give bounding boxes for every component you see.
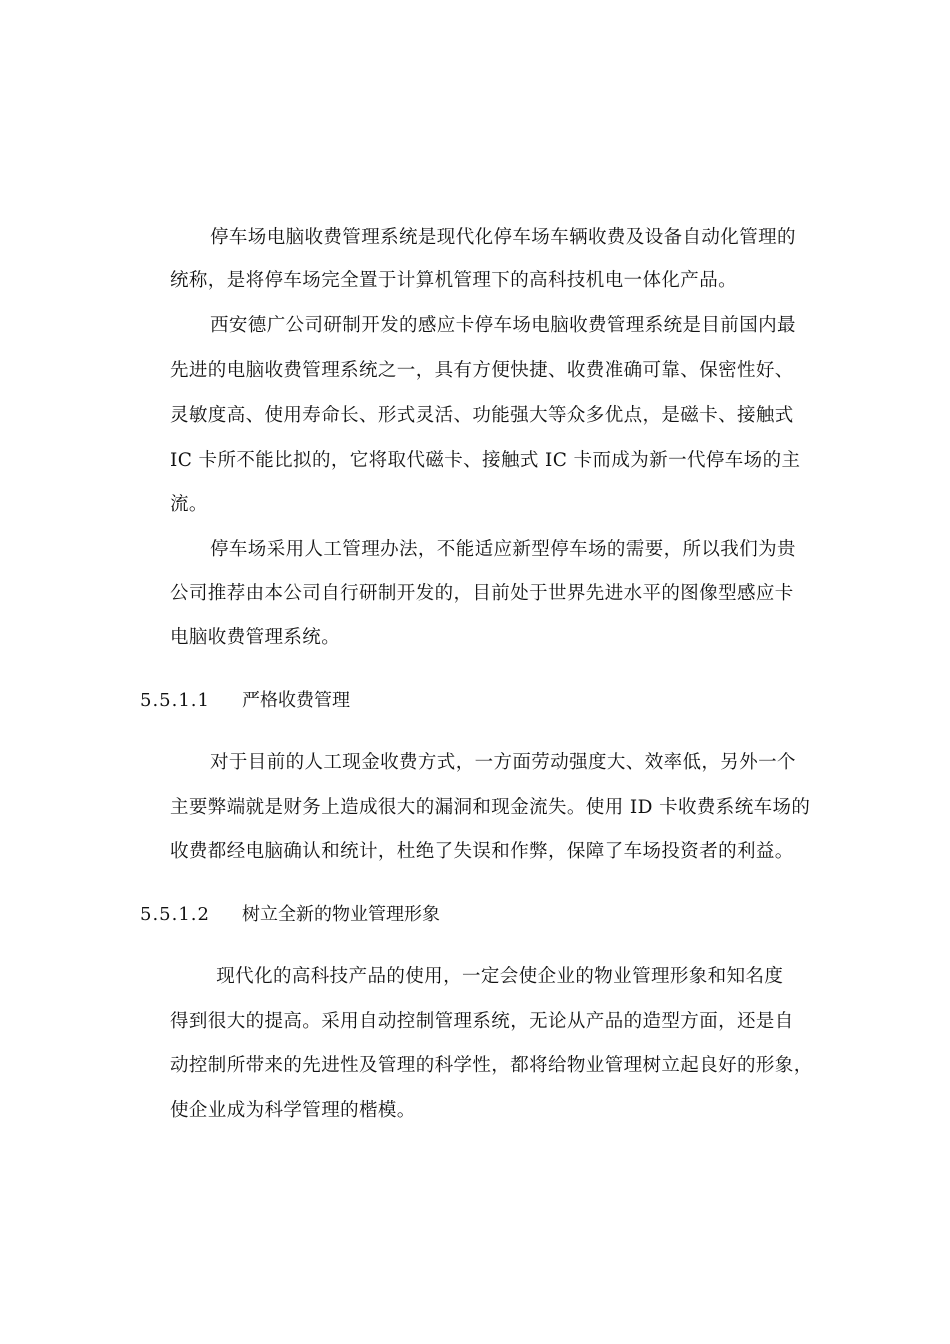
paragraph-line: 电脑收费管理系统。: [170, 627, 341, 648]
paragraph-line: 流。: [170, 494, 208, 515]
paragraph-line: 先进的电脑收费管理系统之一，具有方便快捷、收费准确可靠、保密性好、: [170, 360, 794, 381]
section-number: 5.5.1.2: [140, 904, 210, 925]
paragraph-line: 主要弊端就是财务上造成很大的漏洞和现金流失。使用 ID 卡收费系统车场的: [170, 797, 811, 818]
section-heading: [140, 687, 350, 715]
paragraph-line: 动控制所带来的先进性及管理的科学性，都将给物业管理树立起良好的形象，: [170, 1055, 813, 1076]
paragraph-line: 灵敏度高、使用寿命长、形式灵活、功能强大等众多优点，是磁卡、接触式: [170, 405, 794, 426]
paragraph-line: 收费都经电脑确认和统计，杜绝了失误和作弊，保障了车场投资者的利益。: [170, 841, 794, 862]
paragraph-line: 统称，是将停车场完全置于计算机管理下的高科技机电一体化产品。: [170, 270, 738, 291]
paragraph-line: 得到很大的提高。采用自动控制管理系统，无论从产品的造型方面，还是自: [170, 1011, 794, 1032]
paragraph-line: 使企业成为科学管理的楷模。: [170, 1100, 416, 1121]
section-number: 5.5.1.1: [140, 690, 210, 711]
paragraph-line: 对于目前的人工现金收费方式，一方面劳动强度大、效率低，另外一个: [210, 752, 796, 773]
paragraph-line: 公司推荐由本公司自行研制开发的，目前处于世界先进水平的图像型感应卡: [170, 583, 794, 604]
paragraph-line: 停车场采用人工管理办法，不能适应新型停车场的需要，所以我们为贵: [210, 539, 796, 560]
paragraph-line: 西安德广公司研制开发的感应卡停车场电脑收费管理系统是目前国内最: [210, 315, 796, 336]
paragraph-line: 停车场电脑收费管理系统是现代化停车场车辆收费及设备自动化管理的: [210, 227, 796, 248]
paragraph-line: 现代化的高科技产品的使用，一定会使企业的物业管理形象和知名度: [210, 966, 784, 987]
section-heading: [140, 901, 440, 929]
section-title: 树立全新的物业管理形象: [242, 904, 440, 925]
section-title: 严格收费管理: [242, 690, 350, 711]
paragraph-line: IC 卡所不能比拟的，它将取代磁卡、接触式 IC 卡而成为新一代停车场的主: [170, 450, 801, 471]
